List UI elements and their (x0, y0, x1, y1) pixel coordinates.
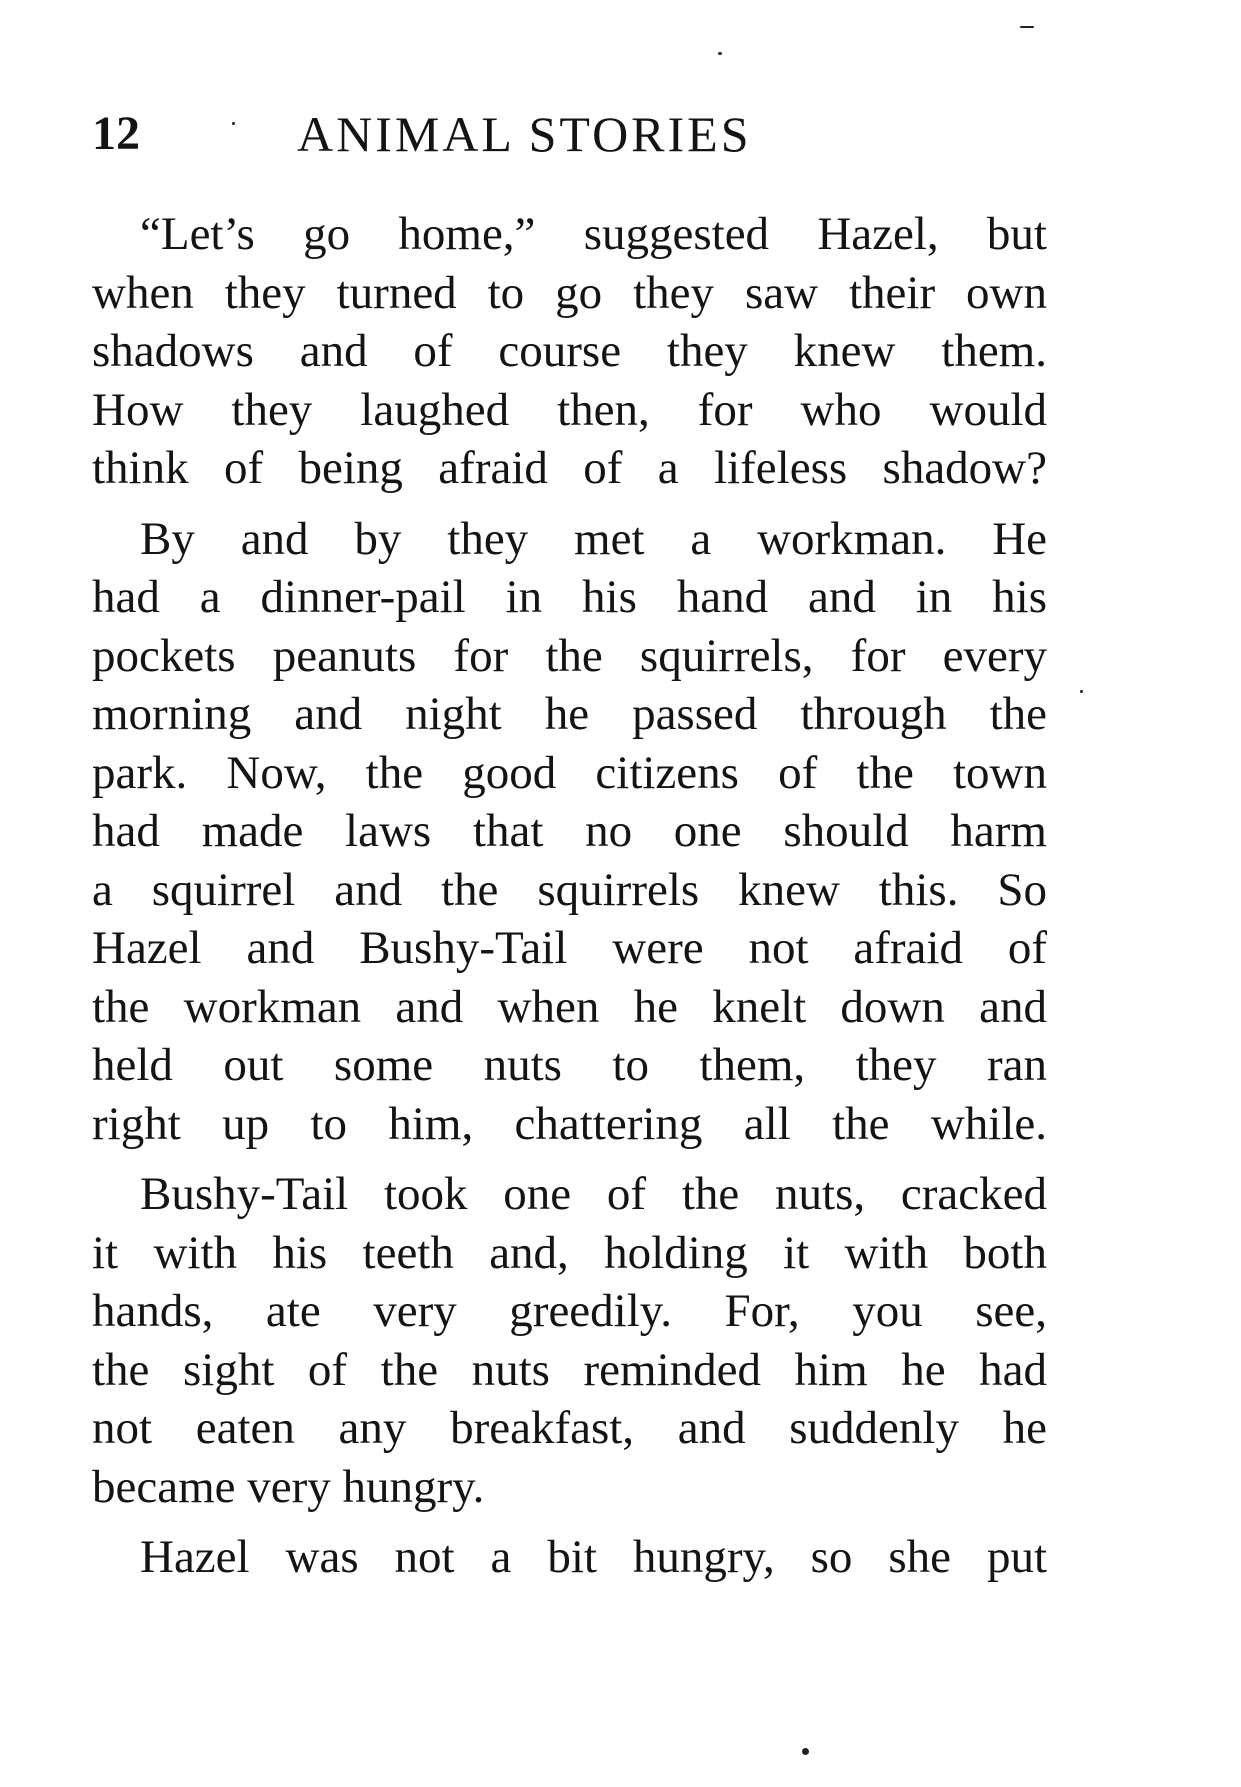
body-text (92, 205, 1047, 1587)
paragraph-2 (92, 510, 1047, 1154)
text-line: think of being afraid of a lifeless shadow? (92, 442, 1047, 494)
scan-speck (802, 1748, 809, 1755)
text-line: when they turned to go they saw their own (92, 266, 1047, 319)
scan-speck (1020, 26, 1034, 28)
paragraph-4 (92, 1528, 1047, 1587)
text-line: Hazel was not a bit hungry, so she put (140, 1531, 1047, 1583)
text-line: the sight of the nuts reminded him he had (92, 1343, 1047, 1396)
text-line: morning and night he passed through the (92, 688, 1047, 740)
text-line: had made laws that no one should harm (92, 805, 1047, 857)
text-line: held out some nuts to them, they ran (92, 1039, 1047, 1091)
scan-speck (232, 122, 235, 125)
text-line: it with his teeth and, holding it with both (92, 1226, 1047, 1279)
text-line: not eaten any breakfast, and suddenly he (92, 1402, 1047, 1454)
running-title: ANIMAL STORIES (297, 106, 752, 162)
text-line: park. Now, the good citizens of the town (92, 746, 1047, 799)
text-line: had a dinner-pail in his hand and in his (92, 571, 1047, 623)
text-line: How they laughed then, for who would (92, 383, 1047, 436)
text-line: the workman and when he knelt down and (92, 980, 1047, 1033)
text-line: By and by they met a workman. He (140, 512, 1047, 565)
text-line: hands, ate very greedily. For, you see, (92, 1285, 1047, 1337)
text-line: became very hungry. (92, 1460, 485, 1513)
scan-speck (1080, 690, 1083, 693)
text-line: pockets peanuts for the squirrels, for every (92, 629, 1047, 682)
text-line: “Let’s go home,” suggested Hazel, but (140, 208, 1047, 260)
text-line: right up to him, chattering all the while. (92, 1097, 1047, 1150)
text-line: a squirrel and the squirrels knew this. So (92, 863, 1047, 916)
paragraph-3 (92, 1165, 1047, 1516)
text-line: shadows and of course they knew them. (92, 325, 1047, 377)
page-number: 12 (92, 107, 140, 160)
paragraph-1 (92, 205, 1047, 498)
scan-speck (718, 52, 722, 55)
text-line: Bushy-Tail took one of the nuts, cracked (140, 1168, 1047, 1220)
page-header (92, 104, 1042, 164)
text-line: Hazel and Bushy-Tail were not afraid of (92, 922, 1047, 974)
